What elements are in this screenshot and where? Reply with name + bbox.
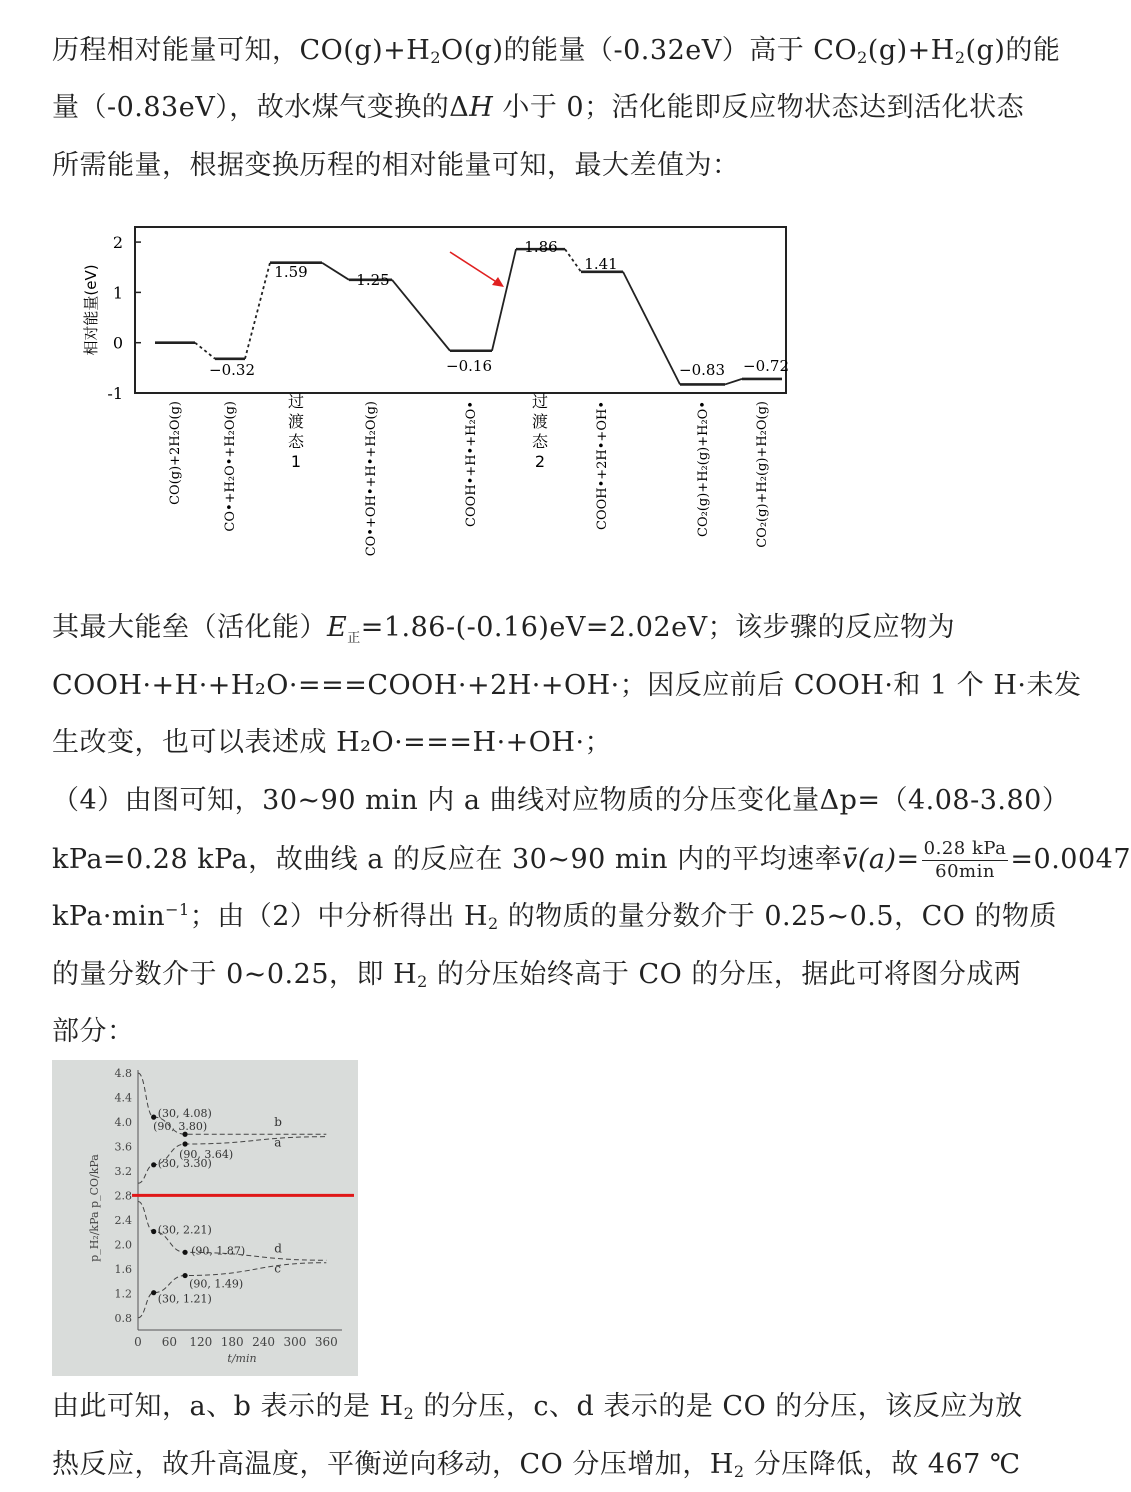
data-point <box>182 1250 187 1255</box>
energy-connector <box>565 249 581 272</box>
energy-value-label: 1.86 <box>524 238 558 256</box>
energy-value-label: 1.25 <box>356 271 390 289</box>
text-line: 所需能量，根据变换历程的相对能量可知，最大差值为： <box>52 150 740 181</box>
series-label-d: d <box>274 1241 282 1256</box>
point-label: (90, 1.87) <box>191 1244 246 1258</box>
y-tick-label: 1.6 <box>114 1262 132 1276</box>
x-tick-label: 360 <box>314 1335 338 1349</box>
point-label: (90, 3.80) <box>153 1120 208 1134</box>
energy-connector <box>245 263 270 359</box>
energy-connector <box>322 263 349 280</box>
x-tick-label: 300 <box>283 1335 307 1349</box>
text-line: 生改变，也可以表述成 H₂O·===H·+OH·； <box>52 727 613 758</box>
y-tick-label: 3.6 <box>114 1140 132 1154</box>
y-tick-label: 4.8 <box>114 1067 132 1081</box>
point-label: (30, 4.08) <box>157 1107 212 1121</box>
y-tick-label: 2.4 <box>114 1213 132 1227</box>
state-label: CO₂(g)+H₂(g)+H₂O• <box>696 401 711 537</box>
text-line: 历程相对能量可知，$CO(g)+H_2O(g)$的能量（-0.32eV）高于 $CO_2(g)+H_2(g)$的能 <box>52 35 1061 67</box>
state-label: 过渡态 2 <box>531 392 549 471</box>
data-point <box>151 1162 156 1167</box>
state-label: 过渡态 1 <box>287 392 305 471</box>
red-arrow-head <box>492 277 504 287</box>
rate-fraction: $\frac{\text{0.28 kPa}}{60\min}$ <box>923 838 1007 882</box>
series-label-b: b <box>274 1115 282 1130</box>
state-label: CO•+H₂O•+H₂O(g) <box>223 401 238 532</box>
point-label: (30, 1.21) <box>157 1292 212 1306</box>
data-point <box>151 1115 156 1120</box>
energy-value-label: 1.59 <box>274 263 308 281</box>
energy-connector <box>623 272 680 385</box>
state-label: CO•+OH•+H•+H₂O(g) <box>364 401 379 557</box>
red-arrow-shaft <box>450 252 498 283</box>
text-line: 其最大能垒（活化能）$E_正=1.86-(-0.16)eV=2.02eV$；该步骤的反应物为 <box>52 612 956 646</box>
y-tick-label: 0 <box>112 333 123 353</box>
x-axis-label: t/min <box>227 1352 257 1365</box>
state-label: CO₂(g)+H₂(g)+H₂O(g) <box>755 401 770 548</box>
state-label: COOH•+2H•+OH• <box>595 401 610 530</box>
x-tick-label: 120 <box>189 1335 213 1349</box>
text-line: kPa=0.28 kPa，故曲线 a 的反应在 30~90 min 内的平均速率v̄(a)= $\frac{\text{0.28 kPa}}{60\min}$ =0.0047 <box>52 838 1131 882</box>
series-label-a: a <box>274 1135 282 1150</box>
text-line: 的量分数介于 0~0.25，即 $H_2$ 的分压始终高于 CO 的分压，据此可将图分成两 <box>52 959 1022 991</box>
energy-connector <box>392 280 450 351</box>
energy-connector <box>492 249 516 351</box>
point-label: (90, 3.64) <box>179 1148 234 1162</box>
y-tick-label: -1 <box>107 384 123 403</box>
y-tick-label: 0.8 <box>114 1311 132 1325</box>
y-tick-label: 2 <box>112 233 123 253</box>
x-tick-label: 0 <box>134 1335 142 1349</box>
x-tick-label: 240 <box>252 1335 275 1349</box>
data-point <box>182 1273 187 1278</box>
y-tick-label: 1 <box>112 283 123 303</box>
state-label: CO(g)+2H₂O(g) <box>168 401 183 505</box>
y-axis-label: 相对能量(eV) <box>82 264 100 356</box>
text-line: 热反应，故升高温度，平衡逆向移动，CO 分压增加，$H_2$ 分压降低，故 467 ℃ <box>52 1449 1021 1481</box>
data-point <box>151 1229 156 1234</box>
series-label-c: c <box>274 1261 282 1276</box>
energy-value-label: −0.16 <box>446 357 492 375</box>
point-label: (30, 3.30) <box>157 1156 212 1170</box>
y-tick-label: 4.4 <box>114 1091 132 1105</box>
y-tick-label: 2.0 <box>114 1238 132 1252</box>
energy-connector <box>725 379 742 385</box>
energy-profile-chart <box>60 215 800 575</box>
point-label: (30, 2.21) <box>157 1223 212 1237</box>
energy-value-label: 1.41 <box>584 255 618 273</box>
text-line: $kPa\cdot\min^{-1}$；由（2）中分析得出 $H_2$ 的物质的量分数介于 0.25~0.5，CO 的物质 <box>52 900 1057 933</box>
text-line: COOH·+H·+H₂O·===COOH·+2H·+OH·；因反应前后 COOH·和 1 个 H·未发 <box>52 670 1082 701</box>
y-tick-label: 2.8 <box>114 1189 132 1203</box>
text-line: 部分： <box>52 1016 135 1047</box>
data-point <box>151 1290 156 1295</box>
energy-value-label: −0.83 <box>679 361 725 379</box>
text-line: 量（-0.83eV），故水煤气变换的ΔH 小于 0；活化能即反应物状态达到活化状态 <box>52 92 1025 123</box>
y-axis-label: p_H₂/kPa p_CO/kPa <box>88 1154 101 1262</box>
text-line: 由此可知，a、b 表示的是 $H_2$ 的分压，c、d 表示的是 CO 的分压，该反应为放 <box>52 1391 1023 1423</box>
energy-connector <box>195 343 215 359</box>
energy-value-label: −0.32 <box>209 361 255 379</box>
text-line: （4）由图可知，30~90 min 内 a 曲线对应物质的分压变化量Δp=（4.08-3.80） <box>52 785 1070 816</box>
x-tick-label: 60 <box>161 1335 178 1349</box>
data-point <box>182 1141 187 1146</box>
y-tick-label: 3.2 <box>114 1164 132 1178</box>
energy-value-label: −0.72 <box>743 357 789 375</box>
x-tick-label: 180 <box>220 1335 244 1349</box>
point-label: (90, 1.49) <box>189 1277 244 1291</box>
pressure-time-chart <box>52 1060 358 1376</box>
y-tick-label: 1.2 <box>114 1287 132 1301</box>
y-tick-label: 4.0 <box>114 1116 132 1129</box>
state-label: COOH•+H•+H₂O• <box>464 401 479 527</box>
